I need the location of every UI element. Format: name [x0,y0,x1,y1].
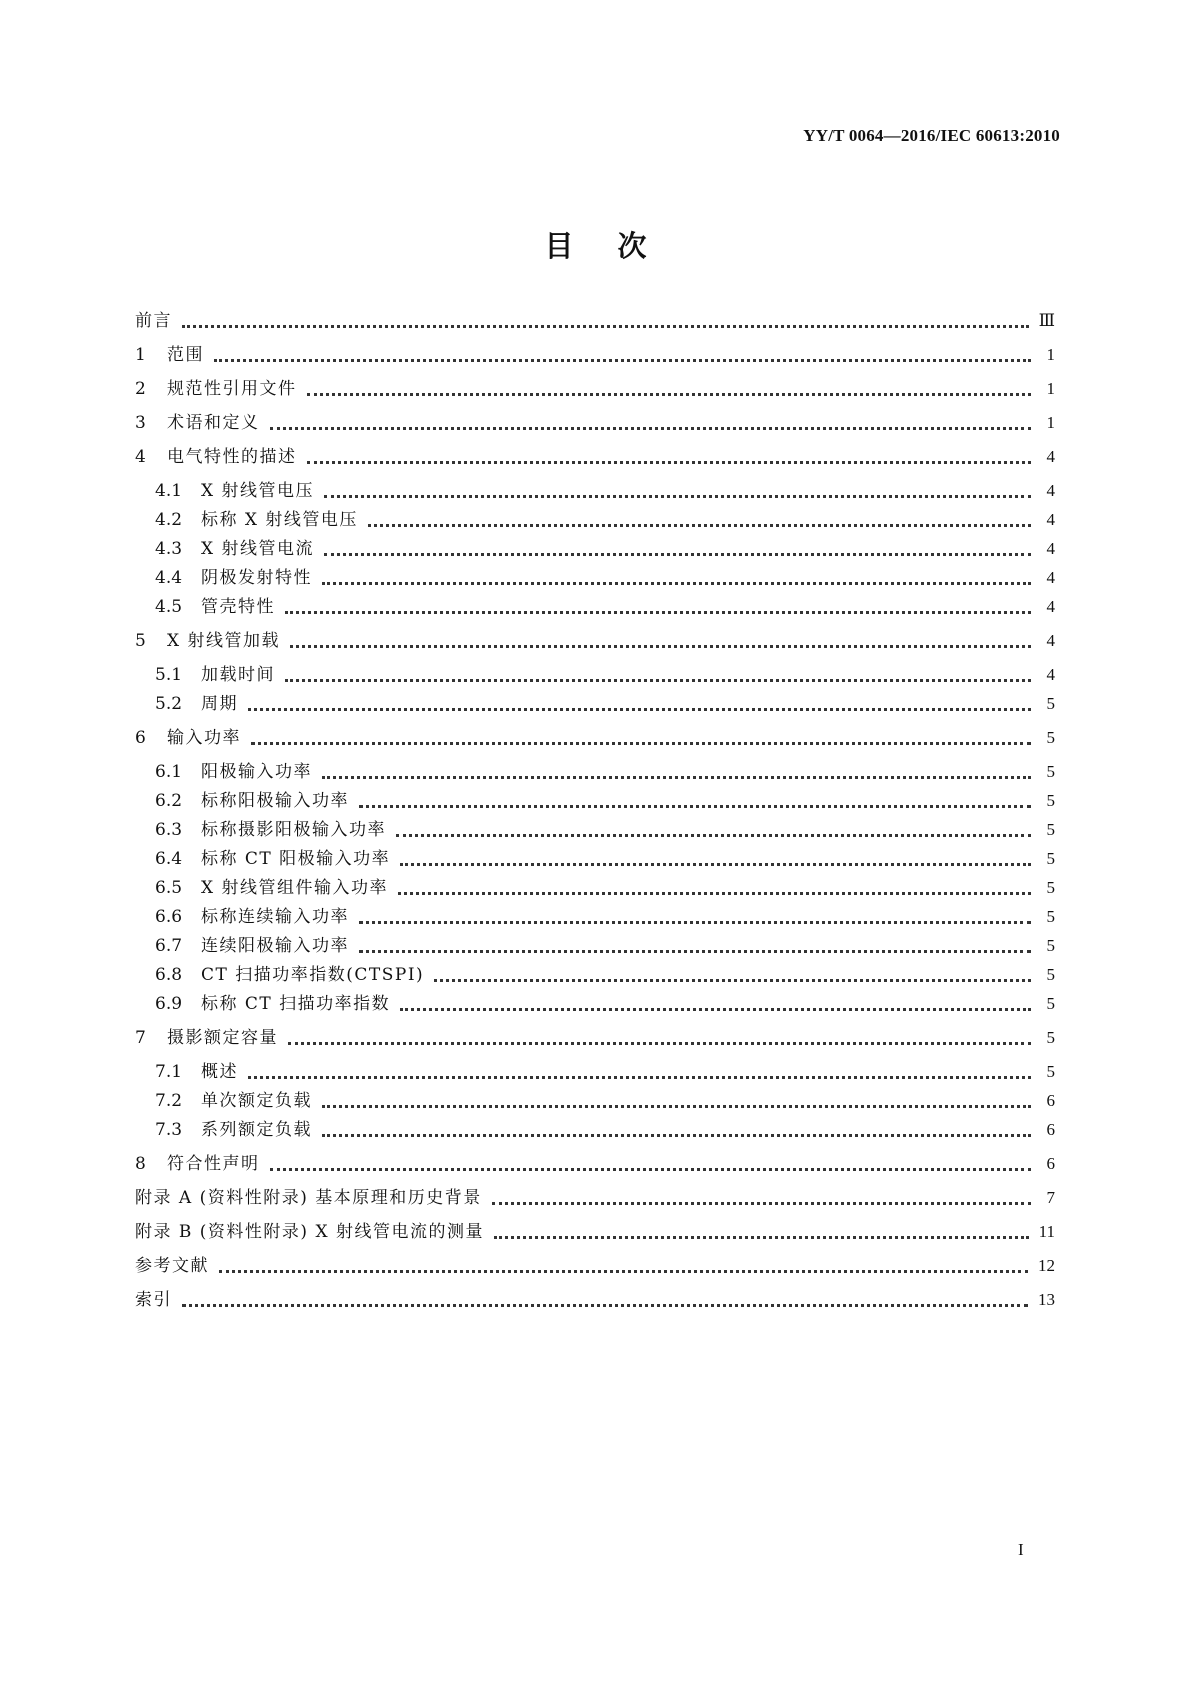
toc-page: 11 [1038,1222,1055,1241]
toc-page: 5 [1046,936,1055,955]
toc-label: X 射线管组件输入功率 [201,878,389,898]
page-number: I [1018,1540,1024,1559]
dot-leader [285,679,1031,682]
toc-label: 标称连续输入功率 [201,907,349,927]
toc-sub-entry[interactable] [155,1059,1055,1085]
toc-label: 连续阳极输入功率 [201,936,349,956]
toc-page: 7 [1046,1188,1055,1207]
toc-page: 4 [1046,597,1055,616]
toc-sub-entry[interactable] [155,991,1055,1017]
toc-page: 5 [1046,849,1055,868]
toc-number: 7.3 [155,1120,183,1140]
dot-leader [400,863,1031,866]
toc-page: 4 [1046,539,1055,558]
toc-label: 概述 [201,1062,238,1082]
dot-leader [324,495,1031,498]
toc-page: 5 [1046,965,1055,984]
toc-label: 输入功率 [167,728,241,748]
toc-label: 阳极输入功率 [201,762,312,782]
toc-sub-entry[interactable] [155,759,1055,785]
dot-leader [494,1236,1029,1239]
toc-sub-entry[interactable] [155,662,1055,688]
toc-number: 2 [135,379,146,399]
toc-page: 4 [1046,447,1055,466]
toc-page: 5 [1046,762,1055,781]
toc-page: 5 [1046,1062,1055,1081]
toc-label: 附录 B (资料性附录) X 射线管电流的测量 [135,1222,484,1242]
page-title: 目次 [544,229,691,263]
toc-label: 系列额定负载 [201,1120,312,1140]
toc-number: 6.3 [155,820,183,840]
dot-leader [359,805,1031,808]
toc-label: X 射线管电流 [201,539,315,559]
toc-page: 13 [1038,1290,1055,1309]
toc-sub-entry[interactable] [155,691,1055,717]
toc-label: 索引 [135,1290,172,1310]
dot-leader [182,325,1029,328]
toc-page: 5 [1046,994,1055,1013]
toc-label: 符合性声明 [167,1154,260,1174]
toc-label: 标称 CT 扫描功率指数 [201,994,391,1014]
dot-leader [400,1008,1031,1011]
toc-page: 4 [1046,665,1055,684]
toc-page: 12 [1038,1256,1055,1275]
toc-page: 6 [1046,1154,1055,1173]
toc-number: 6.4 [155,849,183,869]
toc-label: X 射线管加载 [167,631,281,651]
toc-number: 8 [135,1154,146,1174]
toc-number: 3 [135,413,146,433]
toc-page: 1 [1046,345,1055,364]
toc-number: 1 [135,345,146,365]
toc-number: 6.5 [155,878,183,898]
toc-label: 规范性引用文件 [167,379,297,399]
toc-page: 4 [1046,481,1055,500]
dot-leader [248,1076,1031,1079]
toc-label: X 射线管电压 [201,481,315,501]
dot-leader [324,553,1031,556]
toc-sub-entry[interactable] [155,904,1055,930]
toc-label: 术语和定义 [167,413,260,433]
toc-number: 6 [135,728,146,748]
dot-leader [307,461,1032,464]
toc-sub-entry[interactable] [155,565,1055,591]
dot-leader [359,950,1031,953]
dot-leader [307,393,1032,396]
standard-code: YY/T 0064—2016/IEC 60613:2010 [803,126,1060,145]
toc-entry-index[interactable] [135,1287,1055,1313]
toc-sub-entry[interactable] [155,1117,1055,1143]
toc-label: 管壳特性 [201,597,275,617]
toc-number: 4.3 [155,539,183,559]
toc-number: 4.2 [155,510,183,530]
toc-sub-entry[interactable] [155,478,1055,504]
toc-number: 6.9 [155,994,183,1014]
dot-leader [434,979,1031,982]
toc-sub-entry[interactable] [155,817,1055,843]
toc-sub-entry[interactable] [155,1088,1055,1114]
dot-leader [182,1304,1028,1307]
toc-sub-entry[interactable] [155,962,1055,988]
toc-page: 5 [1046,878,1055,897]
toc-label: 标称 CT 阳极输入功率 [201,849,391,869]
toc-page: 1 [1046,413,1055,432]
toc-page: 4 [1046,510,1055,529]
toc-page: 5 [1046,907,1055,926]
toc-label: CT 扫描功率指数(CTSPI) [201,965,425,985]
dot-leader [368,524,1031,527]
toc-page: 4 [1046,568,1055,587]
toc-number: 6.2 [155,791,183,811]
toc-number: 4.5 [155,597,183,617]
toc-sub-entry[interactable] [155,507,1055,533]
toc-number: 6.1 [155,762,183,782]
toc-page: 5 [1046,1028,1055,1047]
dot-leader [322,776,1031,779]
toc-entry[interactable] [135,628,1055,654]
toc-entry-preface[interactable] [135,308,1055,334]
toc-label: 单次额定负载 [201,1091,312,1111]
toc-number: 7 [135,1028,146,1048]
dot-leader [248,708,1031,711]
toc-sub-entry[interactable] [155,933,1055,959]
dot-leader [322,1134,1031,1137]
toc-label: 前言 [135,311,172,331]
dot-leader [219,1270,1028,1273]
toc-entry-references[interactable] [135,1253,1055,1279]
toc-label: 周期 [201,694,238,714]
toc-entry[interactable] [135,342,1055,368]
toc-number: 4 [135,447,146,467]
toc-number: 6.6 [155,907,183,927]
toc-label: 标称摄影阳极输入功率 [201,820,386,840]
toc-entry[interactable] [135,376,1055,402]
toc-page: 6 [1046,1091,1055,1110]
toc-entry[interactable] [135,410,1055,436]
toc-entry-appendix-b[interactable] [135,1219,1055,1245]
toc-page: 5 [1046,728,1055,747]
dot-leader [322,1105,1031,1108]
toc-sub-entry[interactable] [155,846,1055,872]
toc-label: 标称 X 射线管电压 [201,510,358,530]
toc-page: 4 [1046,631,1055,650]
toc-number: 4.4 [155,568,183,588]
dot-leader [290,645,1031,648]
toc-label: 范围 [167,345,204,365]
toc-entry[interactable] [135,1151,1055,1177]
toc-page: 5 [1046,694,1055,713]
dot-leader [270,1168,1032,1171]
toc-sub-entry[interactable] [155,536,1055,562]
toc-label: 摄影额定容量 [167,1028,278,1048]
toc-label: 电气特性的描述 [167,447,297,467]
toc-number: 6.7 [155,936,183,956]
dot-leader [359,921,1031,924]
toc-number: 5 [135,631,146,651]
dot-leader [214,359,1031,362]
toc-label: 加载时间 [201,665,275,685]
toc-sub-entry[interactable] [155,875,1055,901]
dot-leader [492,1202,1031,1205]
dot-leader [288,1042,1031,1045]
toc-entry[interactable] [135,1025,1055,1051]
toc-number: 4.1 [155,481,183,501]
toc-page: 5 [1046,791,1055,810]
toc-number: 6.8 [155,965,183,985]
toc-entry-appendix-a[interactable] [135,1185,1055,1211]
toc-page: 6 [1046,1120,1055,1139]
dot-leader [270,427,1032,430]
toc-number: 7.2 [155,1091,183,1111]
toc-number: 5.1 [155,665,183,685]
toc-entry[interactable] [135,725,1055,751]
dot-leader [398,892,1031,895]
dot-leader [251,742,1031,745]
dot-leader [322,582,1031,585]
toc-entry[interactable] [135,444,1055,470]
dot-leader [396,834,1031,837]
toc-page: 1 [1046,379,1055,398]
toc-label: 参考文献 [135,1256,209,1276]
toc-label: 阴极发射特性 [201,568,312,588]
dot-leader [285,611,1031,614]
toc-sub-entry[interactable] [155,594,1055,620]
toc-page: Ⅲ [1038,311,1055,330]
toc-sub-entry[interactable] [155,788,1055,814]
toc-label: 附录 A (资料性附录) 基本原理和历史背景 [135,1188,482,1208]
toc-number: 7.1 [155,1062,183,1082]
toc-number: 5.2 [155,694,183,714]
toc-label: 标称阳极输入功率 [201,791,349,811]
toc-page: 5 [1046,820,1055,839]
